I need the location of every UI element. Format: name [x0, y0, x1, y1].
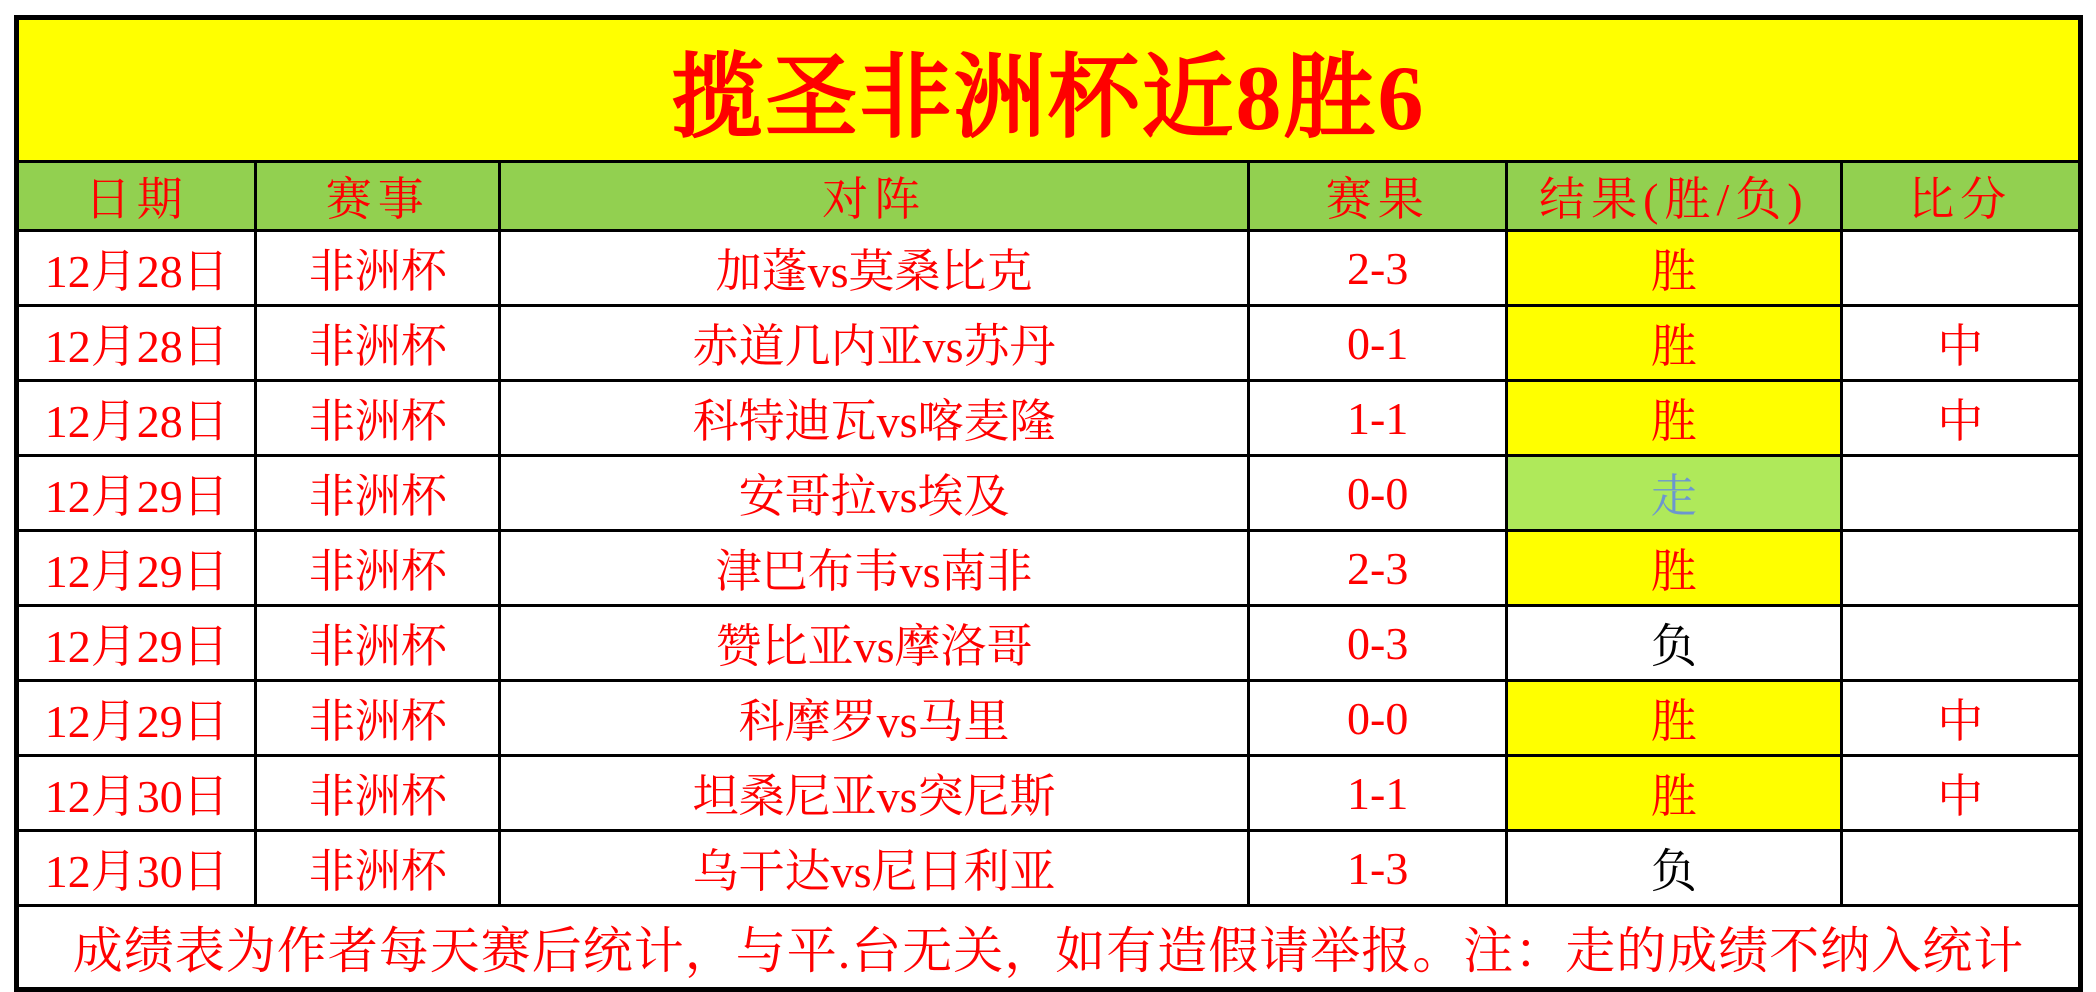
column-header-score: 赛果 [1249, 162, 1507, 231]
column-header-hit: 比分 [1841, 162, 2080, 231]
cell-score: 0-1 [1249, 306, 1507, 381]
cell-date: 12月28日 [17, 381, 256, 456]
cell-date: 12月30日 [17, 831, 256, 906]
cell-date: 12月30日 [17, 756, 256, 831]
table-body [17, 231, 2081, 906]
cell-event: 非洲杯 [256, 531, 500, 606]
cell-event: 非洲杯 [256, 231, 500, 306]
cell-result: 胜 [1507, 531, 1841, 606]
cell-score: 0-0 [1249, 456, 1507, 531]
cell-score: 2-3 [1249, 531, 1507, 606]
cell-result: 负 [1507, 831, 1841, 906]
cell-hit [1841, 831, 2080, 906]
cell-event: 非洲杯 [256, 831, 500, 906]
score-table [14, 15, 2083, 992]
cell-result: 负 [1507, 606, 1841, 681]
cell-event: 非洲杯 [256, 606, 500, 681]
cell-match: 安哥拉vs埃及 [499, 456, 1248, 531]
cell-score: 1-1 [1249, 381, 1507, 456]
table-row [17, 381, 2081, 456]
cell-match: 赤道几内亚vs苏丹 [499, 306, 1248, 381]
cell-hit: 中 [1841, 306, 2080, 381]
cell-match: 乌干达vs尼日利亚 [499, 831, 1248, 906]
column-header-result: 结果(胜/负) [1507, 162, 1841, 231]
cell-score: 0-0 [1249, 681, 1507, 756]
table-header-row [17, 162, 2081, 231]
cell-result: 胜 [1507, 231, 1841, 306]
cell-hit [1841, 456, 2080, 531]
table-row [17, 231, 2081, 306]
table-row [17, 306, 2081, 381]
cell-event: 非洲杯 [256, 456, 500, 531]
cell-event: 非洲杯 [256, 381, 500, 456]
column-header-date: 日期 [17, 162, 256, 231]
cell-date: 12月29日 [17, 681, 256, 756]
cell-result: 胜 [1507, 381, 1841, 456]
page-title: 揽圣非洲杯近8胜6 [17, 18, 2081, 162]
cell-date: 12月29日 [17, 606, 256, 681]
cell-match: 加蓬vs莫桑比克 [499, 231, 1248, 306]
cell-event: 非洲杯 [256, 306, 500, 381]
cell-hit: 中 [1841, 381, 2080, 456]
table-row [17, 681, 2081, 756]
cell-match: 科特迪瓦vs喀麦隆 [499, 381, 1248, 456]
cell-match: 津巴布韦vs南非 [499, 531, 1248, 606]
cell-result: 胜 [1507, 681, 1841, 756]
table-row [17, 756, 2081, 831]
cell-result: 走 [1507, 456, 1841, 531]
cell-match: 科摩罗vs马里 [499, 681, 1248, 756]
cell-match: 赞比亚vs摩洛哥 [499, 606, 1248, 681]
cell-date: 12月29日 [17, 531, 256, 606]
table-row [17, 456, 2081, 531]
title-row [17, 18, 2081, 162]
cell-score: 1-3 [1249, 831, 1507, 906]
cell-hit [1841, 531, 2080, 606]
table-row [17, 531, 2081, 606]
column-header-match: 对阵 [499, 162, 1248, 231]
cell-score: 2-3 [1249, 231, 1507, 306]
cell-hit [1841, 606, 2080, 681]
cell-result: 胜 [1507, 756, 1841, 831]
footer-row [17, 906, 2081, 990]
cell-date: 12月28日 [17, 306, 256, 381]
cell-event: 非洲杯 [256, 756, 500, 831]
cell-hit: 中 [1841, 756, 2080, 831]
cell-date: 12月29日 [17, 456, 256, 531]
cell-score: 0-3 [1249, 606, 1507, 681]
cell-hit [1841, 231, 2080, 306]
table-row [17, 606, 2081, 681]
table-row [17, 831, 2081, 906]
cell-date: 12月28日 [17, 231, 256, 306]
table-footnote: 成绩表为作者每天赛后统计，与平.台无关，如有造假请举报。注：走的成绩不纳入统计 [17, 906, 2081, 990]
cell-result: 胜 [1507, 306, 1841, 381]
cell-match: 坦桑尼亚vs突尼斯 [499, 756, 1248, 831]
column-header-event: 赛事 [256, 162, 500, 231]
cell-score: 1-1 [1249, 756, 1507, 831]
cell-hit: 中 [1841, 681, 2080, 756]
cell-event: 非洲杯 [256, 681, 500, 756]
